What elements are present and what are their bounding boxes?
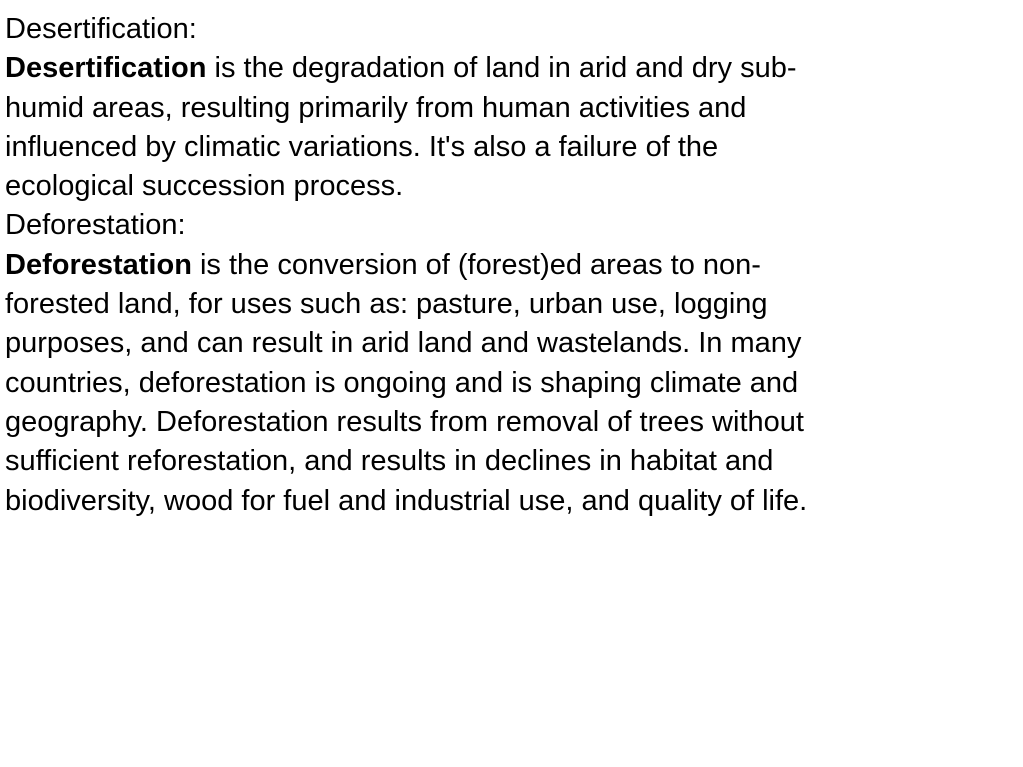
definition-line bbox=[5, 246, 1015, 285]
paragraph-line: influenced by climatic variations. It's also a failure of the bbox=[5, 130, 719, 163]
paragraph-line: ecological succession process. bbox=[5, 170, 404, 203]
definition-text: is the degradation of land in arid and dry sub- bbox=[206, 52, 797, 85]
section-heading: Deforestation: bbox=[5, 209, 186, 242]
paragraph-line: biodiversity, wood for fuel and industrial use, and quality of life. bbox=[5, 484, 808, 517]
document-body bbox=[5, 10, 1015, 521]
paragraph-line: sufficient reforestation, and results in declines in habitat and bbox=[5, 445, 774, 478]
definition-line bbox=[5, 49, 1015, 88]
definition-text: is the conversion of (forest)ed areas to non- bbox=[191, 248, 761, 281]
paragraph-line: humid areas, resulting primarily from human activities and bbox=[5, 91, 747, 124]
paragraph-line: forested land, for uses such as: pasture, urban use, logging bbox=[5, 288, 768, 321]
paragraph-line: purposes, and can result in arid land and wastelands. In many bbox=[5, 327, 802, 360]
section-desertification bbox=[5, 10, 1015, 206]
defined-term: Deforestation bbox=[5, 248, 192, 281]
section-heading: Desertification: bbox=[5, 13, 197, 45]
paragraph-line: countries, deforestation is ongoing and is shaping climate and bbox=[5, 366, 799, 399]
defined-term: Desertification bbox=[5, 52, 207, 85]
paragraph-line: geography. Deforestation results from removal of trees without bbox=[5, 405, 804, 438]
section-deforestation bbox=[5, 206, 1015, 520]
